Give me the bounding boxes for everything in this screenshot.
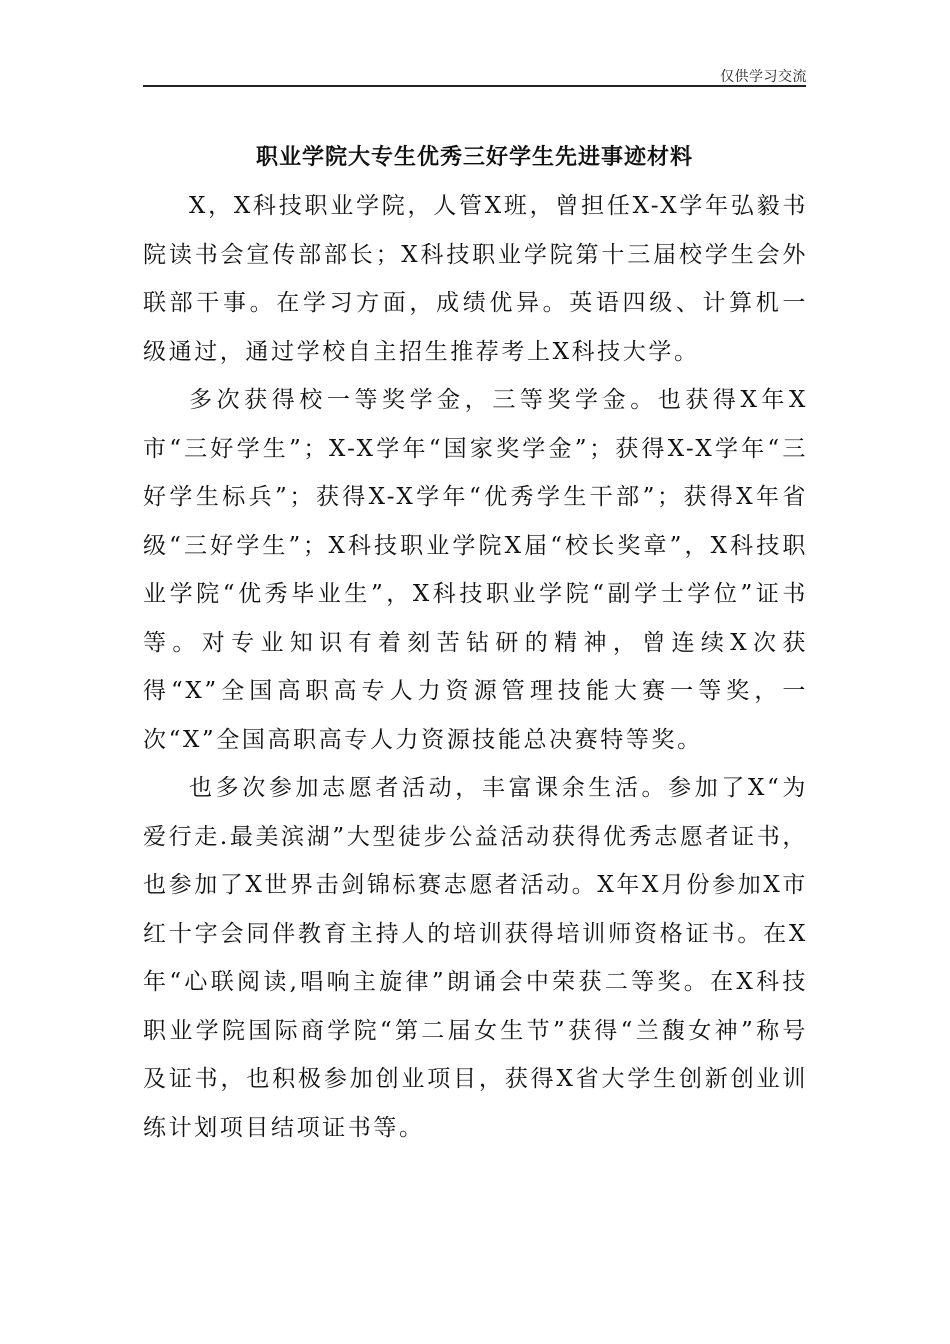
paragraph-awards: 多次获得校一等奖学金，三等奖学金。也获得X年X市“三好学生”；X-X学年“国家奖学金”；获得X-X学年“三好学生标兵”；获得X-X学年“优秀学生干部”；获得X年省级“三好学生”；X科技职业学院X届“校长奖章”，X科技职业学院“优秀毕业生”，X科技职业学院“副学士学位”证书等。对专业知识有着刻苦钻研的精神，曾连续X次获得“X”全国高职高专人力资源管理技能大赛一等奖，一次“X”全国高职高专人力资源技能总决赛特等奖。: [143, 387, 808, 753]
header-divider: [143, 85, 806, 87]
header-note: 仅供学习交流: [720, 69, 807, 85]
document-title: 职业学院大专生优秀三好学生先进事迹材料: [255, 144, 693, 170]
paragraph-volunteer: 也多次参加志愿者活动，丰富课余生活。参加了X“为爱行走.最美滨湖”大型徒步公益活动获得优秀志愿者证书，也参加了X世界击剑锦标赛志愿者活动。X年X月份参加X市红十字会同伴教育主持人的培训获得培训师资格证书。在X年“心联阅读,唱响主旋律”朗诵会中荣获二等奖。在X科技职业学院国际商学院“第二届女生节”获得“兰馥女神”称号及证书，也积极参加创业项目，获得X省大学生创新创业训练计划项目结项证书等。: [143, 775, 808, 1141]
document-body: [143, 182, 808, 1152]
paragraph-profile: X，X科技职业学院，人管X班，曾担任X-X学年弘毅书院读书会宣传部部长；X科技职业学院第十三届校学生会外联部干事。在学习方面，成绩优异。英语四级、计算机一级通过，通过学校自主招生推荐考上X科技大学。: [143, 193, 808, 365]
